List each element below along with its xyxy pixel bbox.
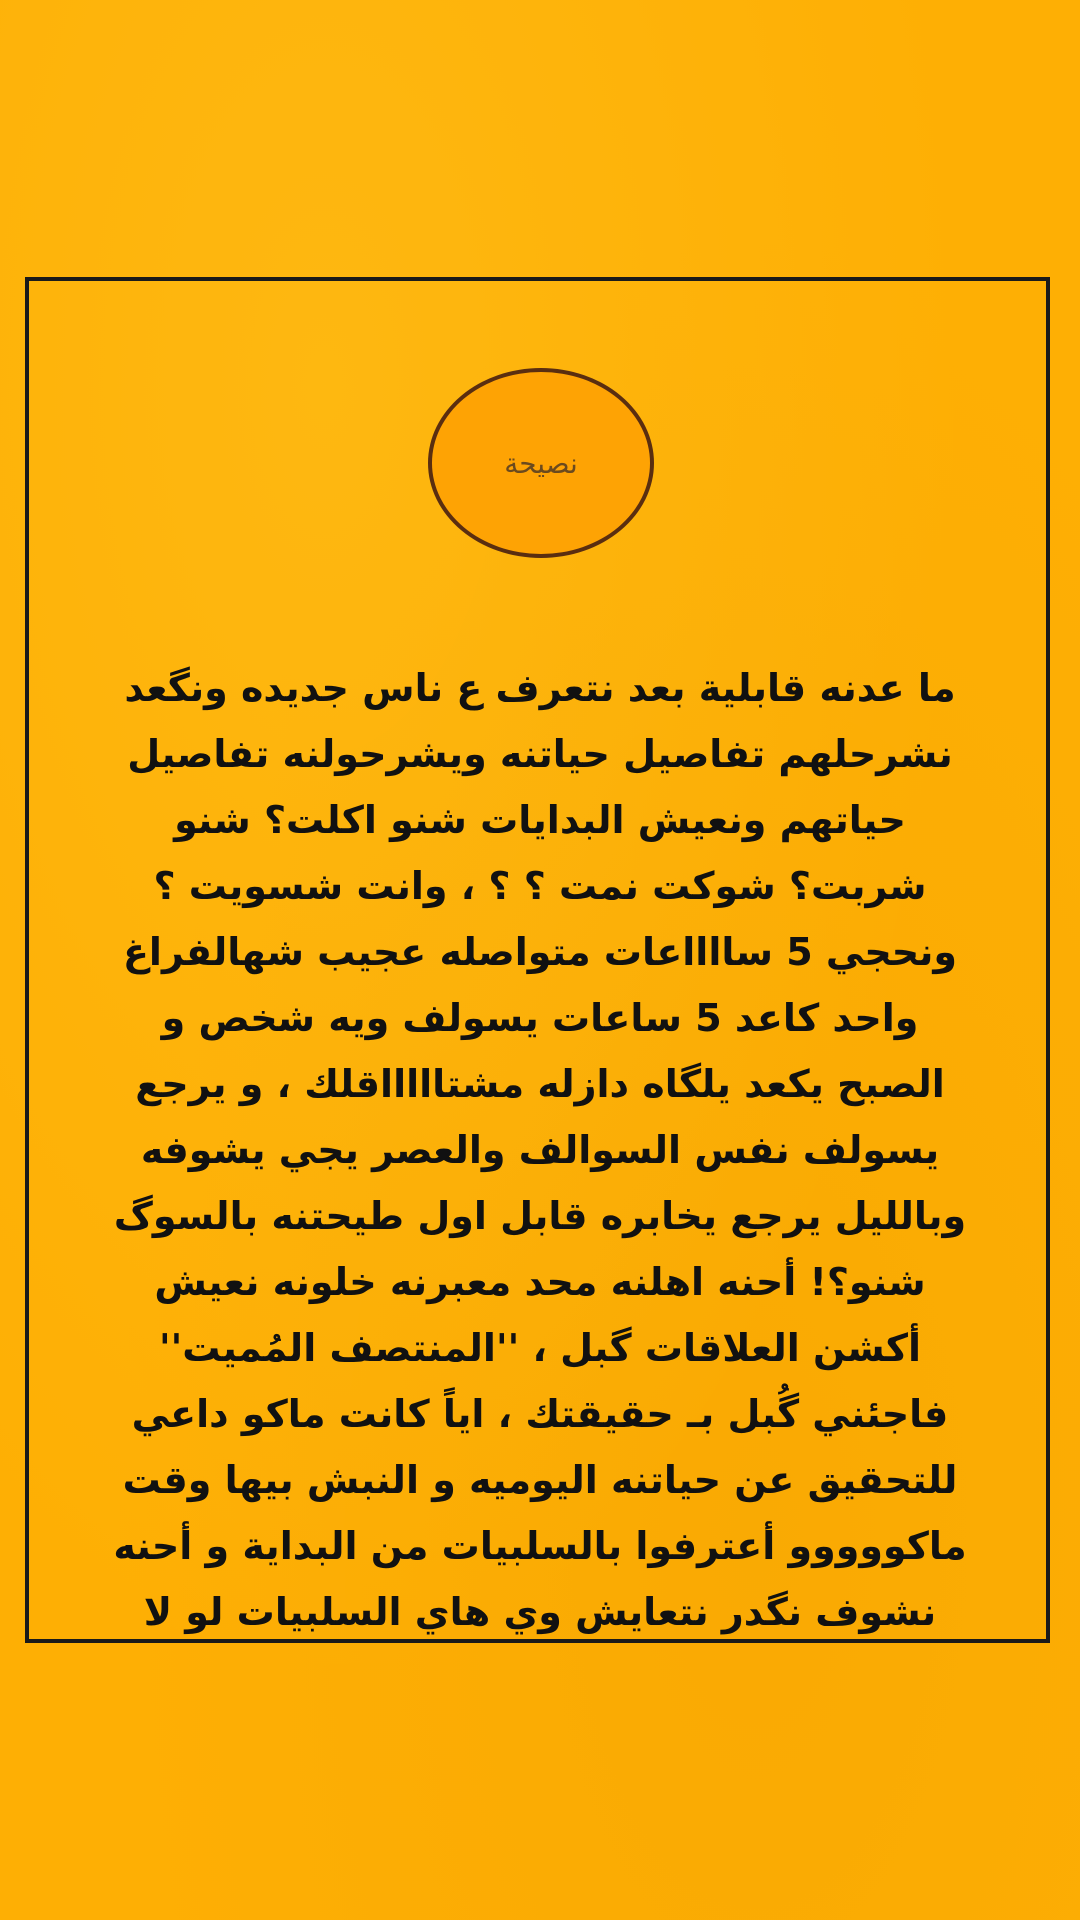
text-line: ماكووووو أعترفوا بالسلبيات من البداية و أحنه (113, 1524, 967, 1568)
text-line: للتحقيق عن حياتنه اليوميه و النبش بيها وقت (122, 1458, 958, 1502)
text-line: ونحجي 5 سااااعات متواصله عجيب شهالفراغ (122, 930, 958, 974)
text-line: حياتهم ونعيش البدايات شنو اكلت؟ شنو (174, 798, 906, 842)
advice-text (70, 655, 1010, 1634)
text-line: ما عدنه قابلية بعد نتعرف ع ناس جديده ونگعد (124, 666, 956, 710)
text-line: شربت؟ شوكت نمت ؟ ؟ ، وانت شسويت ؟ (153, 864, 927, 908)
text-line: الصبح يكعد يلگاه دازله مشتاااااقلك ، و يرجع (135, 1062, 945, 1106)
text-line: يسولف نفس السوالف والعصر يجي يشوفه (140, 1128, 940, 1172)
text-line: أكشن العلاقات گبل ، ''المنتصف المُميت'' (158, 1326, 922, 1370)
advice-badge (428, 368, 654, 558)
text-line: وبالليل يرجع يخابره قابل اول طيحتنه بالسوگ (113, 1194, 967, 1238)
badge-label: نصيحة (504, 446, 578, 480)
text-line: نشرحلهم تفاصيل حياتنه ويشرحولنه تفاصيل (127, 732, 953, 776)
text-line: نشوف نگدر نتعايش وي هاي السلبيات لو لا (143, 1590, 937, 1634)
text-line: شنو؟! أحنه اهلنه محد معبرنه خلونه نعيش (154, 1260, 926, 1304)
text-line: واحد كاعد 5 ساعات يسولف ويه شخص و (161, 996, 919, 1040)
text-line: فاجئني گُبل بـ حقيقتك ، اياً كانت ماكو داعي (131, 1392, 949, 1436)
